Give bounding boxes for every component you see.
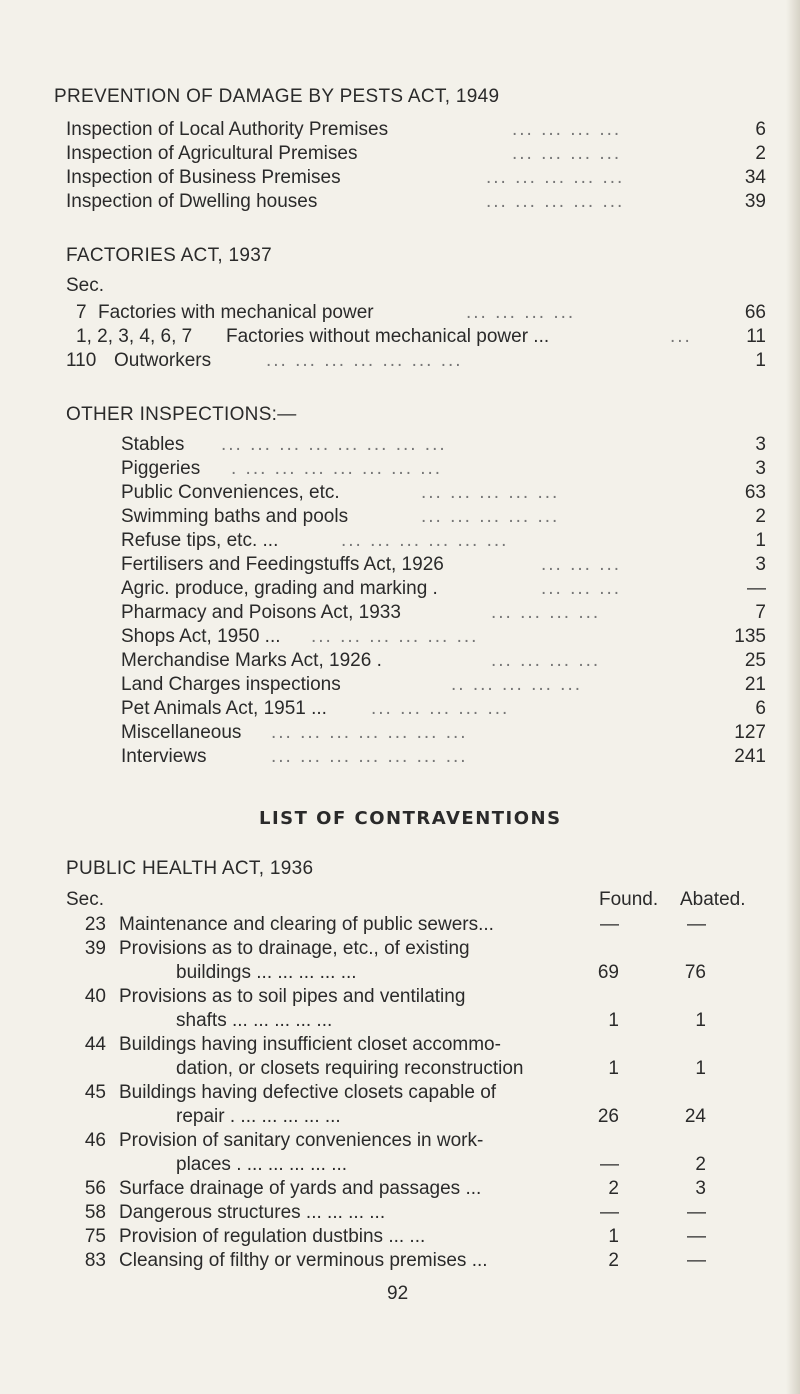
list-item: Interviews ... ... ... ... ... ... ... 241 [121,746,766,767]
list-item: Fertilisers and Feedingstuffs Act, 1926 ... ... ... 3 [121,554,766,575]
list-item: 110 Outworkers ... ... ... ... ... ... ... 1 [66,350,766,371]
list-item: Inspection of Business Premises ... ... ... ... ... 34 [66,167,766,188]
list-item: Refuse tips, etc. ... ... ... ... ... ... ... 1 [121,530,766,551]
list-item: Piggeries . ... ... ... ... ... ... ... 3 [121,458,766,479]
list-item: Inspection of Agricultural Premises ... ... ... ... 2 [66,143,766,164]
abated-column-header: Abated. [680,889,746,910]
list-item: Land Charges inspections .. ... ... ... ... 21 [121,674,766,695]
contraventions-title: LIST OF CONTRAVENTIONS [259,808,562,829]
list-item: Pharmacy and Poisons Act, 1933 ... ... ... ... 7 [121,602,766,623]
page-number: 92 [387,1283,409,1304]
found-column-header: Found. [599,889,659,910]
list-item: Merchandise Marks Act, 1926 . ... ... ... ... 25 [121,650,766,671]
pests-act-heading: PREVENTION OF DAMAGE BY PESTS ACT, 1949 [54,86,500,107]
list-item: Public Conveniences, etc. ... ... ... ... ... 63 [121,482,766,503]
sec-label: Sec. [66,275,105,296]
public-health-act-heading: PUBLIC HEALTH ACT, 1936 [66,858,314,879]
list-item: Inspection of Dwelling houses ... ... ... ... ... 39 [66,191,766,212]
list-item: Agric. produce, grading and marking . ... ... ... — [121,578,766,599]
list-item: Stables ... ... ... ... ... ... ... ... 3 [121,434,766,455]
page-edge [786,0,800,1394]
list-item: 1, 2, 3, 4, 6, 7 Factories without mechanical power ... ... 11 [76,326,766,347]
list-item: Pet Animals Act, 1951 ... ... ... ... ... ... 6 [121,698,766,719]
list-item: Shops Act, 1950 ... ... ... ... ... ... ... 135 [121,626,766,647]
factories-act-heading: FACTORIES ACT, 1937 [66,245,272,266]
list-item: Inspection of Local Authority Premises ... ... ... ... 6 [66,119,766,140]
list-item: Miscellaneous ... ... ... ... ... ... ... 127 [121,722,766,743]
sec-column-header: Sec. [66,889,105,910]
list-item: Swimming baths and pools ... ... ... ... ... 2 [121,506,766,527]
list-item: 7 Factories with mechanical power ... ... ... ... 66 [76,302,766,323]
document-page: PREVENTION OF DAMAGE BY PESTS ACT, 1949 Inspection of Local Authority Premises ... ... ... ... 6 Inspection of Agricultural Premises ... ... ... ... 2 Inspection of Business Premises ... ... ... ... ... 34 Inspection of Dwelling houses ... ... ... ... ... 39 FACTORIES ACT, 1937 Sec. 7 Factories with mechanical power ... ... ... ... 66 1, 2, 3, 4, 6, 7 Factories without mechanical power ... ... 11 110 Outworkers ... ... ... ... ... ... ... 1 OTHER INSPECTIONS:— Stables ... ... ... ... ... ... ... ... 3 Piggeries . ... ... ... ... ... ... ... 3 Public Conveniences, etc. ... ... ... ... ... 63 Swimming baths and pools ... ... ... ... ... 2 Refuse tips, etc. ... ... ... ... ... ... ... 1 Fertilisers and Feedingstuffs Act, 1926 ... ... ... 3 Agric. produce, grading and marking . ... ... ... — Pharmacy and Poisons Act, 1933 ... ... ... ... 7 Shops Act, 1950 ... ... ... ... ... ... ... 135 Merchandise Marks Act, 1926 . ... ... ... ... 25 Land Charges inspections .. ... ... ... ... 21 Pet Animals Act, 1951 ... ... ... ... ... ... 6 Miscellaneous ... ... ... ... ... ... ... 127 Interviews ... ... ... ... ... ... ... 241 LIST OF CONTRAVENTIONS PUBLIC HEALTH ACT, 1936 Sec. Found. Abated. 23 Maintenance and clearing of public sewers... — — 39 Provisions as to drainage, etc., of existing buildings ... ... ... ... ... 69 76 40 Provisions as to soil pipes and ventilating shafts ... ... ... ... ... 1 1 44 Buildings having insufficient closet accommo- dation, or closets requiring reconstruction 1 1 45 Buildings having defective closets capable of repair . ... ... ... ... ... 26 24 46 Provision of sanitary conveniences in work- places . ... ... ... ... ... — 2 56 Surface drainage of yards and passages ... 2 3 58 Dangerous structures ... ... ... ... — — 75 Provision of regulation dustbins ... ... 1 — 83 Cleansing of filthy or verminous premises ... 2 — 92 [0,0,800,1394]
other-inspections-heading: OTHER INSPECTIONS:— [66,404,297,425]
